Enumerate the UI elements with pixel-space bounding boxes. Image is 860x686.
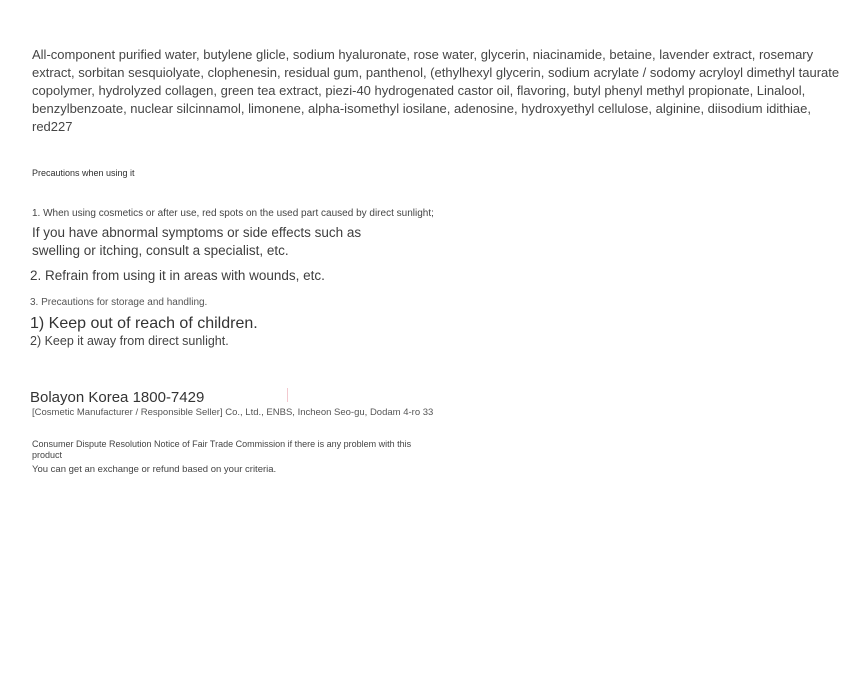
precaution-item-2: 2. Refrain from using it in areas with wounds, etc. bbox=[30, 268, 325, 283]
refund-notice: You can get an exchange or refund based on your criteria. bbox=[32, 464, 277, 475]
dispute-notice: Consumer Dispute Resolution Notice of Fair Trade Commission if there is any problem with this product bbox=[32, 439, 412, 460]
precaution-item-3: 3. Precautions for storage and handling. bbox=[30, 297, 208, 308]
decorative-mark bbox=[287, 388, 288, 402]
precautions-title: Precautions when using it bbox=[32, 168, 135, 178]
precaution-item-1-continued: If you have abnormal symptoms or side effects such as swelling or itching, consult a specialist, etc. bbox=[32, 225, 362, 258]
precaution-subitem-1: 1) Keep out of reach of children. bbox=[30, 315, 258, 332]
precaution-item-1: 1. When using cosmetics or after use, red spots on the used part caused by direct sunlight; bbox=[32, 208, 434, 219]
manufacturer-info: [Cosmetic Manufacturer / Responsible Seller] Co., Ltd., ENBS, Incheon Seo-gu, Dodam 4-ro 33 bbox=[32, 407, 434, 418]
customer-phone: Bolayon Korea 1800-7429 bbox=[30, 389, 205, 406]
precaution-subitem-2: 2) Keep it away from direct sunlight. bbox=[30, 334, 229, 348]
ingredients-list: All-component purified water, butylene glicle, sodium hyaluronate, rose water, glycerin, niacinamide, betaine, lavender extract, rosemary extract, sorbitan sesquiolyate, clophenesin, residual gum, panthenol, (ethylhexyl glycerin, sodium acrylate / sodomy acryloyl dimethyl taurate copolymer, hydrolyzed collagen, green tea extract, piezi-40 hydrogenated castor oil, flavoring, butyl phenyl methyl propionate, Linalool, benzylbenzoate, nuclear silcinnamol, limonene, alpha-isomethyl iosilane, adenosine, hydroxyethyl cellulose, alginine, diisodium idithiae, red227 bbox=[32, 47, 840, 134]
